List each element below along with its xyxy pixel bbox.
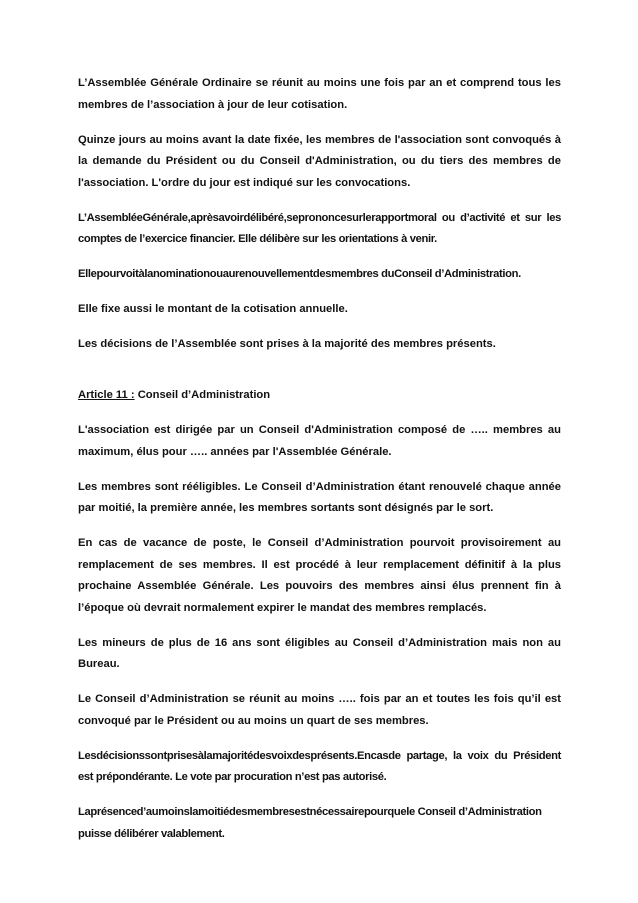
paragraph-ca-composition: L'association est dirigée par un Conseil d'Administration composé de ….. membres au maximum, élus pour ….. années par l'Assemblée Générale. bbox=[78, 424, 561, 458]
paragraph-decisions: Les décisions de l’Assemblée sont prises à la majorité des membres présents. bbox=[78, 338, 496, 350]
paragraph-cotisation: Elle fixe aussi le montant de la cotisation annuelle. bbox=[78, 303, 348, 315]
paragraph-majority-vote: Lesdécisionssontprisesàlamajoritédesvoixdesprésents.Encasde partage, la voix du Président est prépondérante. Le vote par procuration n’est pas autorisé. bbox=[78, 749, 561, 783]
article-title: Conseil d’Administration bbox=[134, 389, 271, 401]
paragraph-nomination: Ellepourvoitàlanominationouaurenouvellementdesmembres duConseil d’Administration. bbox=[78, 268, 521, 280]
paragraph-minors: Les mineurs de plus de 16 ans sont éligibles au Conseil d’Administration mais non au Bureau. bbox=[78, 636, 561, 670]
paragraph-reeligibility: Les membres sont rééligibles. Le Conseil d’Administration étant renouvelé chaque année par moitié, la première année, les membres sortants sont désignés par le sort. bbox=[78, 480, 561, 514]
paragraph-quorum: Laprésenced’aumoinslamoitiédesmembresestnécessairepourquele Conseil d’Administration puisse délibérer valablement. bbox=[78, 806, 542, 840]
paragraph-ago-meeting: L’Assemblée Générale Ordinaire se réunit au moins une fois par an et comprend tous les membres de l’association à jour de leur cotisation. bbox=[78, 77, 561, 111]
paragraph-deliberation: L’AssembléeGénérale,aprèsavoirdélibéré,seprononcesurlerapportmoral ou d’activité et sur les comptes de l’exercice financier. Elle délibère sur les orientations à venir. bbox=[78, 211, 561, 245]
article-number: Article 11 : bbox=[78, 389, 135, 401]
document-page bbox=[78, 73, 561, 859]
paragraph-ca-meetings: Le Conseil d’Administration se réunit au moins ….. fois par an et toutes les fois qu’il est convoqué par le Président ou au moins un quart de ses membres. bbox=[78, 693, 561, 727]
section-spacer bbox=[78, 369, 561, 385]
article-heading bbox=[78, 385, 561, 407]
paragraph-convocation: Quinze jours au moins avant la date fixée, les membres de l'association sont convoqués à la demande du Président ou du Conseil d'Administration, ou du tiers des membres de l'association. L'ordre du jour est indiqué sur les convocations. bbox=[78, 133, 561, 189]
paragraph-vacancy: En cas de vacance de poste, le Conseil d’Administration pourvoit provisoirement au remplacement de ses membres. Il est procédé à leur remplacement définitif à la plus prochaine Assemblée Générale. Les pouvoirs des membres ainsi élus prennent fin à l’époque où devrait normalement expirer le mandat des membres remplacés. bbox=[78, 537, 561, 614]
